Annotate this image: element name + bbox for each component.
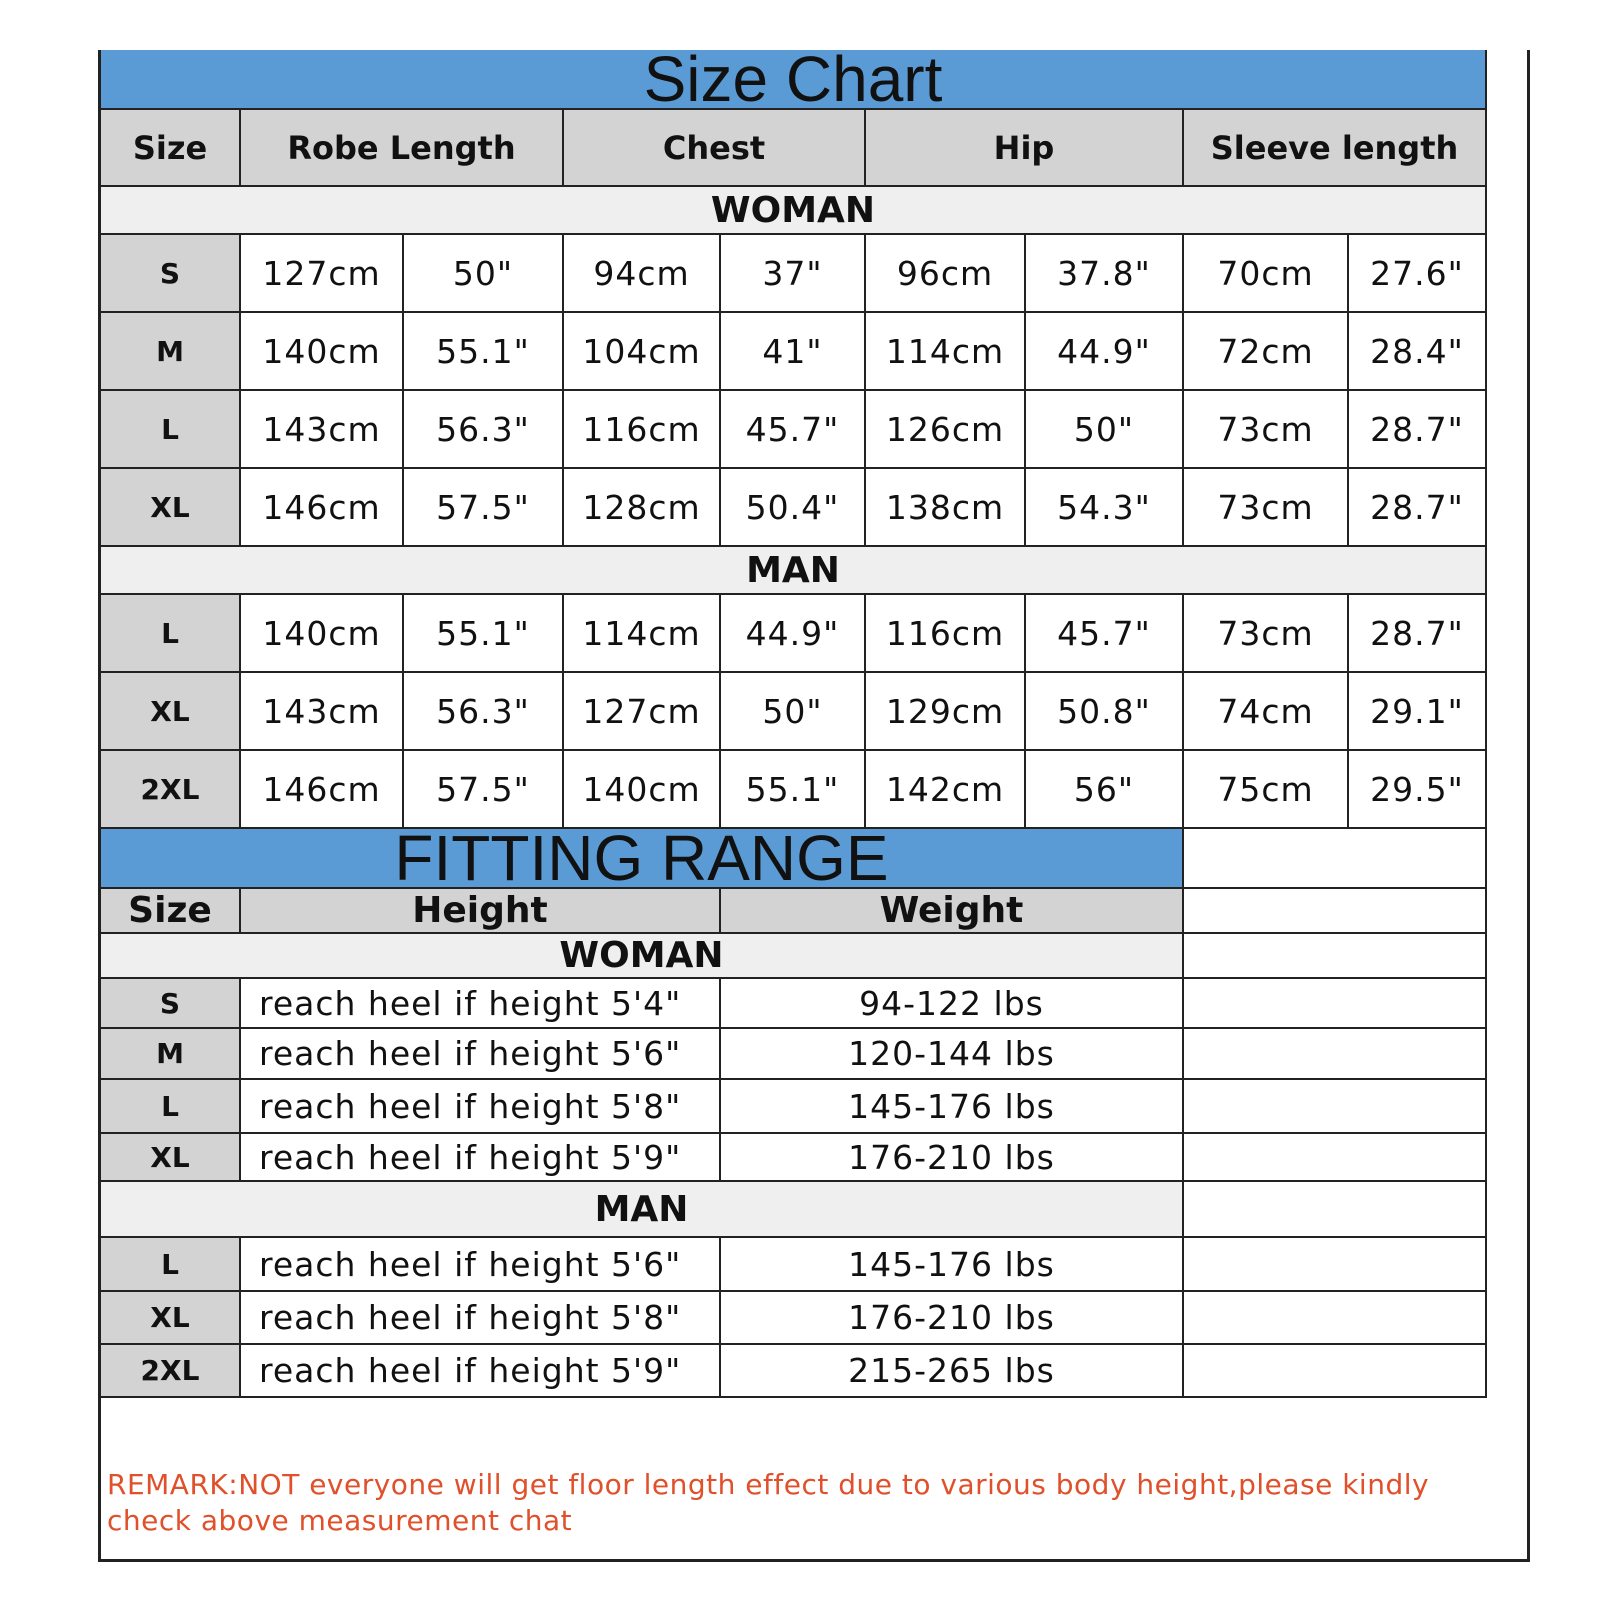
empty-cell (1184, 1292, 1487, 1345)
measurement-cell: 27.6" (1349, 235, 1487, 313)
measurement-cell: 129cm (866, 673, 1026, 751)
empty-cell (1184, 829, 1487, 889)
measurement-cell: 127cm (241, 235, 404, 313)
column-header: Size (101, 889, 241, 934)
measurement-cell: 116cm (564, 391, 721, 469)
section-label: MAN (101, 547, 1487, 595)
empty-cell (1184, 1345, 1487, 1398)
column-header: Sleeve length (1184, 110, 1487, 187)
measurement-cell: 146cm (241, 469, 404, 547)
height-cell: reach heel if height 5'6" (241, 1238, 721, 1292)
measurement-cell: 143cm (241, 673, 404, 751)
weight-cell: 120-144 lbs (721, 1029, 1184, 1080)
measurement-cell: 128cm (564, 469, 721, 547)
empty-cell (1184, 889, 1487, 934)
column-header: Robe Length (241, 110, 564, 187)
measurement-cell: 126cm (866, 391, 1026, 469)
size-cell: XL (101, 469, 241, 547)
measurement-cell: 72cm (1184, 313, 1349, 391)
measurement-cell: 73cm (1184, 595, 1349, 673)
size-cell: L (101, 1238, 241, 1292)
measurement-cell: 45.7" (1026, 595, 1184, 673)
size-chart-sheet (98, 50, 1530, 1562)
column-header: Height (241, 889, 721, 934)
measurement-cell: 55.1" (404, 595, 564, 673)
size-cell: L (101, 391, 241, 469)
weight-cell: 145-176 lbs (721, 1080, 1184, 1134)
size-cell: S (101, 235, 241, 313)
measurement-cell: 45.7" (721, 391, 866, 469)
size-chart-title: Size Chart (101, 50, 1487, 110)
measurement-cell: 28.7" (1349, 469, 1487, 547)
measurement-cell: 29.1" (1349, 673, 1487, 751)
measurement-cell: 142cm (866, 751, 1026, 829)
size-cell: 2XL (101, 751, 241, 829)
empty-cell (1184, 1080, 1487, 1134)
empty-cell (1184, 979, 1487, 1029)
measurement-cell: 50" (404, 235, 564, 313)
measurement-cell: 74cm (1184, 673, 1349, 751)
weight-cell: 215-265 lbs (721, 1345, 1184, 1398)
column-header: Chest (564, 110, 866, 187)
measurement-cell: 73cm (1184, 469, 1349, 547)
weight-cell: 176-210 lbs (721, 1292, 1184, 1345)
measurement-cell: 104cm (564, 313, 721, 391)
empty-cell (1184, 1029, 1487, 1080)
size-cell: XL (101, 1292, 241, 1345)
empty-cell (1184, 934, 1487, 979)
height-cell: reach heel if height 5'8" (241, 1292, 721, 1345)
remark-text: REMARK:NOT everyone will get floor length effect due to various body height,please kindly check above measurement chat (107, 1468, 1430, 1537)
measurement-cell: 146cm (241, 751, 404, 829)
measurement-cell: 44.9" (721, 595, 866, 673)
fitting-range-title: FITTING RANGE (101, 829, 1184, 889)
empty-cell (1184, 1238, 1487, 1292)
measurement-cell: 37" (721, 235, 866, 313)
size-cell: L (101, 1080, 241, 1134)
height-cell: reach heel if height 5'4" (241, 979, 721, 1029)
measurement-cell: 127cm (564, 673, 721, 751)
column-header: Weight (721, 889, 1184, 934)
measurement-cell: 50" (721, 673, 866, 751)
measurement-cell: 140cm (241, 595, 404, 673)
measurement-cell: 56.3" (404, 391, 564, 469)
measurement-cell: 75cm (1184, 751, 1349, 829)
measurement-cell: 56.3" (404, 673, 564, 751)
measurement-cell: 28.7" (1349, 595, 1487, 673)
section-label: MAN (101, 1182, 1184, 1238)
measurement-cell: 55.1" (404, 313, 564, 391)
column-header: Size (101, 110, 241, 187)
measurement-cell: 143cm (241, 391, 404, 469)
column-header: Hip (866, 110, 1184, 187)
measurement-cell: 140cm (564, 751, 721, 829)
height-cell: reach heel if height 5'9" (241, 1134, 721, 1182)
measurement-cell: 50" (1026, 391, 1184, 469)
size-cell: 2XL (101, 1345, 241, 1398)
height-cell: reach heel if height 5'9" (241, 1345, 721, 1398)
section-label: WOMAN (101, 187, 1487, 235)
section-label: WOMAN (101, 934, 1184, 979)
measurement-cell: 73cm (1184, 391, 1349, 469)
size-cell: L (101, 595, 241, 673)
size-cell: S (101, 979, 241, 1029)
height-cell: reach heel if height 5'8" (241, 1080, 721, 1134)
measurement-cell: 70cm (1184, 235, 1349, 313)
measurement-cell: 56" (1026, 751, 1184, 829)
empty-cell (1184, 1182, 1487, 1238)
measurement-cell: 116cm (866, 595, 1026, 673)
measurement-cell: 41" (721, 313, 866, 391)
weight-cell: 176-210 lbs (721, 1134, 1184, 1182)
measurement-cell: 55.1" (721, 751, 866, 829)
measurement-cell: 28.4" (1349, 313, 1487, 391)
height-cell: reach heel if height 5'6" (241, 1029, 721, 1080)
measurement-cell: 138cm (866, 469, 1026, 547)
weight-cell: 145-176 lbs (721, 1238, 1184, 1292)
measurement-cell: 50.4" (721, 469, 866, 547)
measurement-cell: 44.9" (1026, 313, 1184, 391)
empty-cell (1184, 1134, 1487, 1182)
measurement-cell: 29.5" (1349, 751, 1487, 829)
weight-cell: 94-122 lbs (721, 979, 1184, 1029)
measurement-cell: 114cm (866, 313, 1026, 391)
size-cell: M (101, 313, 241, 391)
measurement-cell: 114cm (564, 595, 721, 673)
measurement-cell: 28.7" (1349, 391, 1487, 469)
size-cell: XL (101, 1134, 241, 1182)
measurement-cell: 140cm (241, 313, 404, 391)
measurement-cell: 50.8" (1026, 673, 1184, 751)
size-cell: XL (101, 673, 241, 751)
measurement-cell: 37.8" (1026, 235, 1184, 313)
measurement-cell: 94cm (564, 235, 721, 313)
size-cell: M (101, 1029, 241, 1080)
measurement-cell: 96cm (866, 235, 1026, 313)
measurement-cell: 57.5" (404, 751, 564, 829)
measurement-cell: 57.5" (404, 469, 564, 547)
measurement-cell: 54.3" (1026, 469, 1184, 547)
